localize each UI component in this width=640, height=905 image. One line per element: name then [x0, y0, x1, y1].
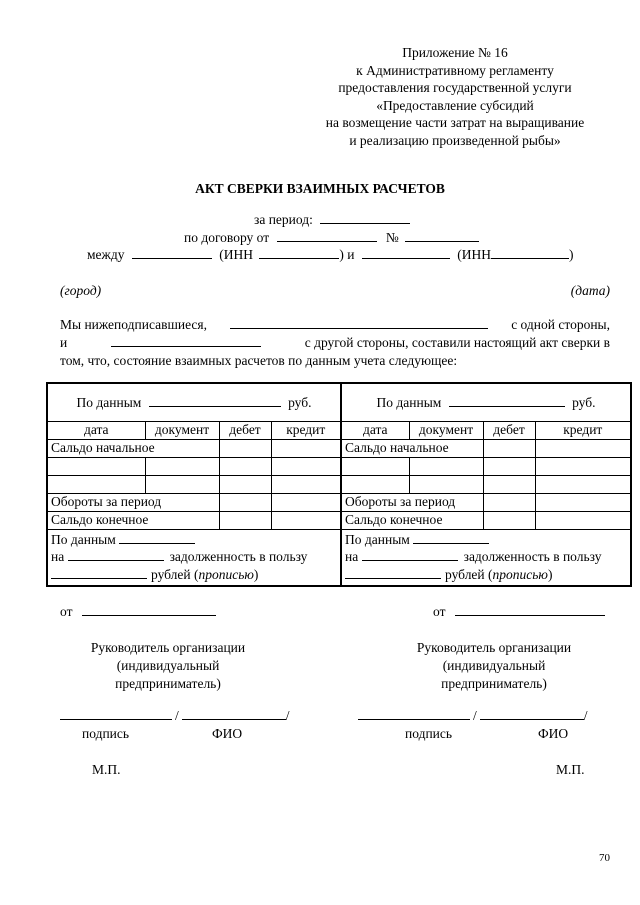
table-cell — [409, 457, 483, 475]
between-label: между — [87, 247, 125, 262]
right-signature-label: подпись — [405, 726, 453, 741]
table-cell — [535, 475, 631, 493]
left-footer-close: ) — [253, 566, 259, 582]
inn-close-2: ) — [568, 247, 574, 262]
para-line2-start: и — [60, 335, 68, 350]
table-cell — [219, 493, 271, 511]
left-signature-label: подпись — [82, 726, 130, 741]
table-cell — [535, 439, 631, 457]
col-header-date: дата — [341, 421, 409, 439]
table-cell — [219, 457, 271, 475]
para-line3: том, что, состояние взаимных расчетов по данным учета следующее: — [60, 353, 458, 368]
left-head-line3: предприниматель) — [115, 676, 221, 691]
party1-blank — [132, 246, 212, 259]
table-cell — [483, 457, 535, 475]
right-party-header — [341, 383, 631, 421]
table-row — [47, 511, 631, 529]
inn-close-and: ) и — [339, 247, 355, 262]
period-line — [254, 211, 410, 228]
left-head-line1: Руководитель организации — [90, 640, 246, 655]
table-row — [47, 439, 631, 457]
contract-line — [184, 229, 479, 246]
contract-number-blank — [405, 229, 479, 242]
table-cell — [535, 511, 631, 529]
right-from-blank — [455, 603, 605, 616]
right-footer-rubles: рублей ( — [445, 566, 493, 582]
left-footer-amount-blank — [51, 566, 147, 579]
left-footer-by-data: По данным — [51, 531, 116, 547]
table-cell — [483, 439, 535, 457]
inn-open-1: (ИНН — [219, 247, 253, 262]
appendix-line: и реализацию произведенной рыбы» — [349, 132, 561, 148]
contract-date-blank — [277, 229, 377, 242]
left-by-data-label: По данным — [76, 394, 142, 410]
left-signature-line — [60, 707, 290, 724]
table-cell — [47, 457, 145, 475]
left-head-line2: (индивидуальный — [116, 658, 220, 673]
table-cell — [271, 511, 341, 529]
left-from-label: от — [60, 604, 73, 619]
right-from-label: от — [433, 604, 446, 619]
col-header-debit: дебет — [483, 421, 535, 439]
table-row — [47, 475, 631, 493]
right-currency: руб. — [572, 394, 596, 410]
number-sign: № — [385, 230, 399, 245]
col-header-date: дата — [47, 421, 145, 439]
inn-open-2: (ИНН — [457, 247, 491, 262]
table-cell — [341, 475, 409, 493]
right-turnover: Обороты за период — [341, 493, 483, 511]
table-cell — [483, 511, 535, 529]
right-footer-close: ) — [547, 566, 553, 582]
left-footer-date-blank — [68, 548, 164, 561]
table-cell — [219, 439, 271, 457]
left-footer-blank — [119, 531, 195, 544]
col-header-credit: кредит — [535, 421, 631, 439]
period-blank — [320, 211, 410, 224]
right-footer-amount-blank — [345, 566, 441, 579]
para-line1-start: Мы нижеподписавшиеся, — [60, 317, 207, 332]
table-row — [47, 457, 631, 475]
date-label: (дата) — [570, 283, 610, 298]
table-footer-row — [47, 529, 631, 586]
table-cell — [271, 475, 341, 493]
right-head-line1: Руководитель организации — [416, 640, 572, 655]
right-footer-debt: задолженность в пользу — [463, 549, 602, 564]
period-label: за период: — [254, 212, 313, 227]
appendix-header — [300, 44, 610, 149]
appendix-line: Приложение № 16 — [402, 45, 508, 60]
inn2-blank — [491, 246, 569, 259]
table-row — [47, 493, 631, 511]
left-footer-debt: задолженность в пользу — [169, 549, 308, 564]
right-seal-label: М.П. — [556, 762, 585, 777]
left-party-header — [47, 383, 341, 421]
col-header-credit: кредит — [271, 421, 341, 439]
party2-blank — [362, 246, 450, 259]
table-cell — [47, 475, 145, 493]
left-signature-blank — [60, 707, 172, 720]
between-line — [87, 246, 573, 263]
appendix-line: к Административному регламенту — [356, 62, 554, 78]
left-slash-end: / — [285, 708, 290, 723]
table-cell — [271, 493, 341, 511]
right-signature-line — [358, 707, 588, 724]
left-footer — [47, 529, 341, 586]
reconciliation-table — [46, 382, 632, 587]
table-cell — [271, 457, 341, 475]
left-footer-on: на — [51, 549, 65, 564]
right-footer — [341, 529, 631, 586]
para-line2-end: с другой стороны, составили настоящий акт сверки в — [304, 335, 610, 350]
col-header-debit: дебет — [219, 421, 271, 439]
table-cell — [535, 493, 631, 511]
contract-label: по договору от — [184, 230, 270, 245]
table-cell — [483, 493, 535, 511]
left-currency: руб. — [288, 394, 312, 410]
right-closing-balance: Сальдо конечное — [341, 511, 483, 529]
appendix-line: «Предоставление субсидий — [376, 97, 534, 113]
col-header-document: документ — [409, 421, 483, 439]
left-slash: / — [175, 708, 179, 723]
left-opening-balance: Сальдо начальное — [47, 439, 219, 457]
left-from-line — [60, 603, 216, 620]
right-party-blank — [449, 394, 565, 407]
left-footer-words: прописью — [198, 566, 254, 582]
right-slash-end: / — [583, 708, 588, 723]
right-slash: / — [473, 708, 477, 723]
right-footer-blank — [413, 531, 489, 544]
right-name-blank — [480, 707, 584, 720]
table-cell — [341, 457, 409, 475]
table-cell — [145, 475, 219, 493]
left-seal-label: М.П. — [92, 762, 121, 777]
table-cell — [409, 475, 483, 493]
right-footer-on: на — [345, 549, 359, 564]
right-footer-by-data: По данным — [345, 531, 410, 547]
document-title: АКТ СВЕРКИ ВЗАИМНЫХ РАСЧЕТОВ — [195, 181, 445, 196]
right-head-line3: предприниматель) — [441, 676, 547, 691]
right-head-block — [394, 639, 594, 693]
appendix-line: предоставления государственной услуги — [338, 80, 572, 95]
right-head-line2: (индивидуальный — [442, 658, 546, 673]
col-header-document: документ — [145, 421, 219, 439]
inn1-blank — [259, 246, 339, 259]
left-fio-label: ФИО — [212, 726, 243, 741]
right-signature-blank — [358, 707, 470, 720]
page-number: 70 — [599, 852, 610, 864]
left-footer-rubles: рублей ( — [151, 566, 199, 582]
left-turnover: Обороты за период — [47, 493, 219, 511]
left-name-blank — [182, 707, 286, 720]
left-closing-balance: Сальдо конечное — [47, 511, 219, 529]
party1-name-blank — [230, 316, 488, 329]
table-cell — [145, 457, 219, 475]
left-head-block — [68, 639, 268, 693]
city-label: (город) — [60, 283, 102, 298]
intro-paragraph — [60, 316, 610, 370]
right-opening-balance: Сальдо начальное — [341, 439, 483, 457]
party2-name-blank — [111, 334, 261, 347]
right-fio-label: ФИО — [538, 726, 569, 741]
table-cell — [271, 439, 341, 457]
para-line1-end: с одной стороны, — [511, 317, 610, 332]
left-from-blank — [82, 603, 216, 616]
table-cell — [483, 475, 535, 493]
right-footer-date-blank — [362, 548, 458, 561]
right-by-data-label: По данным — [376, 394, 442, 410]
table-cell — [535, 457, 631, 475]
right-footer-words: прописью — [492, 566, 548, 582]
table-cell — [219, 511, 271, 529]
table-header-row — [47, 421, 631, 439]
right-from-line — [433, 603, 605, 620]
table-cell — [219, 475, 271, 493]
appendix-line: на возмещение части затрат на выращивание — [325, 115, 585, 130]
left-party-blank — [149, 394, 281, 407]
